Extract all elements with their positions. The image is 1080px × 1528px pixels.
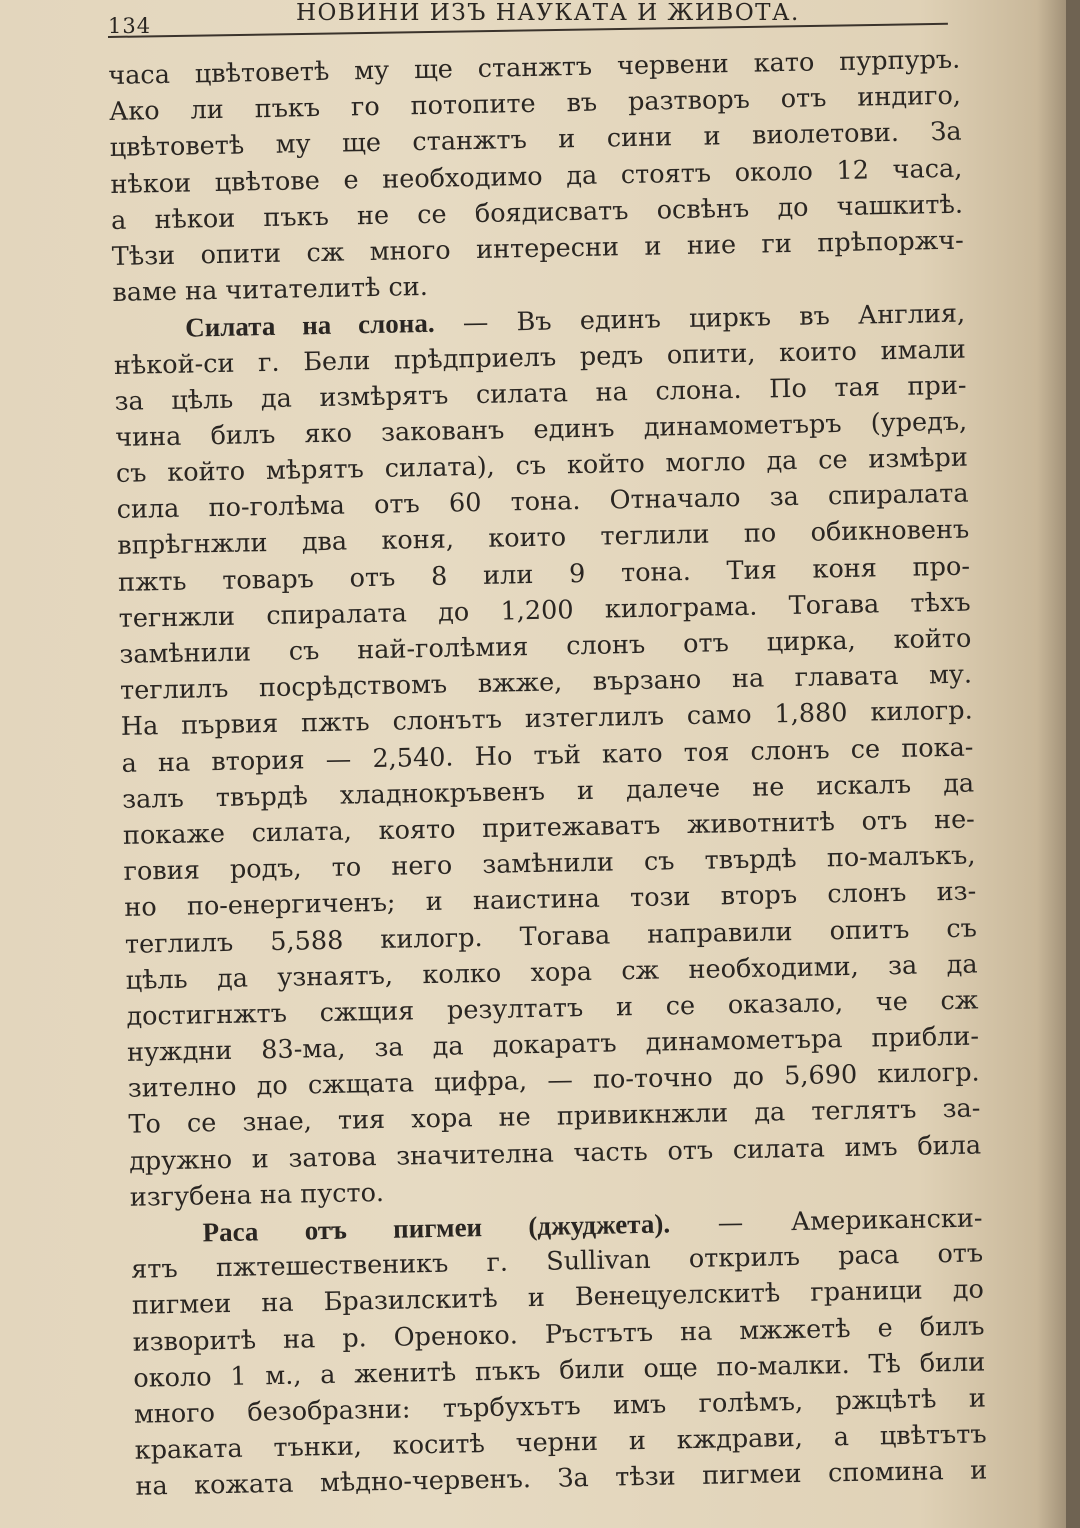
text-line: Тѣзи опити сж много интересни и ние ги прѣпоржч- [111,225,964,272]
text-line: но по-енергиченъ; и наистина този вторъ слонъ из- [124,876,977,924]
text-line: То се знае, тия хора не привикнжли да теглятъ за- [128,1093,981,1141]
text-line: сила по-голѣма отъ 60 тона. Отначало за спиралата [116,478,969,526]
text-line: пжть товаръ отъ 8 или 9 тона. Тия коня про- [117,551,971,598]
text-line: нѣкой-си г. Бели прѣдприелъ редъ опити, които имали [113,334,967,381]
text-line: часа цвѣтоветѣ му ще станжтъ червени като пурпуръ. [108,44,961,91]
text-line: покаже силата, която притежаватъ животнитѣ отъ не- [122,804,976,851]
text-line: съ който мѣрятъ силата), съ който могло да се измѣри [115,442,969,489]
text-line: тегнжли спиралата до 1,200 килограма. Тогава тѣхъ [118,587,971,634]
text-line: залъ твърдѣ хладнокръвенъ и далече не искалъ да [121,768,975,815]
text-line: а на втория — 2,540. Но тъй като тоя слонъ се пока- [121,732,974,779]
text-line: около 1 м., а женитѣ пъкъ били още по-малки. Тѣ били [133,1347,986,1394]
page-number: 134 [108,14,152,38]
text-line: дружно и затова значителна часть отъ силата имъ била [128,1130,982,1177]
text-line: краката тънки, коситѣ черни и кждрави, а цвѣтътъ [134,1419,987,1466]
article-body [108,42,988,1506]
text-line: зително до сжщата цифра, — по-точно до 5,690 килогр. [127,1057,980,1105]
text-line: изворитѣ на р. Ореноко. Ръстътъ на мжжетѣ е билъ [132,1310,985,1358]
text-line: впрѣгнжли два коня, които теглили по обикновенъ [117,514,970,562]
text-line: теглилъ посрѣдствомъ вжже, вързано на главата му. [119,659,973,707]
text-line: за цѣль да измѣрятъ силата на слона. По тая при- [114,370,967,417]
text-line: достигнжтъ сжщия резултатъ и се оказало, че сж [126,985,979,1032]
text-line: На първия пжть слонътъ изтеглилъ само 1,880 килогр. [120,695,973,743]
text-line-fragment: — Въ единъ циркъ въ Англия, [434,298,966,340]
text-line: цвѣтоветѣ му ще станжтъ и сини и виолетови. За [109,117,962,164]
text-line: чина билъ яко закованъ единъ динамометъръ (уредъ, [115,406,968,453]
page-edge-shadow [1066,0,1080,1528]
text-line: изгубена на пусто. [129,1177,385,1213]
running-head: НОВИНИ ИЗЪ НАУКАТА И ЖИВОТА. [296,0,800,26]
text-line: говия родъ, то него замѣнили съ твърдѣ по-малъкъ, [123,840,976,887]
text-line-fragment: — Американски- [669,1203,983,1240]
text-line: много безобразни: търбухътъ имъ голѣмъ, ржцѣтѣ и [133,1383,987,1430]
text-line: замѣнили съ най-голѣмия слонъ отъ цирка, който [119,623,972,670]
text-line: нѣкои цвѣтове е необходимо да стоятъ около 12 часа, [110,153,963,200]
text-line: пигмеи на Бразилскитѣ и Венецуелскитѣ граници до [131,1274,985,1322]
page-header [108,0,948,44]
text-line: на кожата мѣдно-червенъ. За тѣзи пигмеи спомина и [135,1455,988,1503]
text-line: Ако ли пъкъ го потопите въ разтворъ отъ индиго, [108,80,962,128]
text-line: ваме на читателитѣ си. [112,272,429,309]
section-heading-elephant: Силата на слона. [184,308,435,343]
text-line: цѣль да узнаятъ, колко хора сж необходими, за да [125,949,978,996]
text-line: а нѣкои пъкъ не се боядисватъ освѣнъ до чашкитѣ. [110,189,964,236]
section-heading-pygmies: Раса отъ пигмеи (джуджета). [202,1208,671,1248]
text-line: теглилъ 5,588 килогр. Тогава направили опитъ съ [124,912,978,960]
text-line: ятъ пжтешественикъ г. Sullivan открилъ раса отъ [130,1238,984,1285]
text-line: нуждни 83-ма, за да докаратъ динамометъра прибли- [126,1021,980,1068]
